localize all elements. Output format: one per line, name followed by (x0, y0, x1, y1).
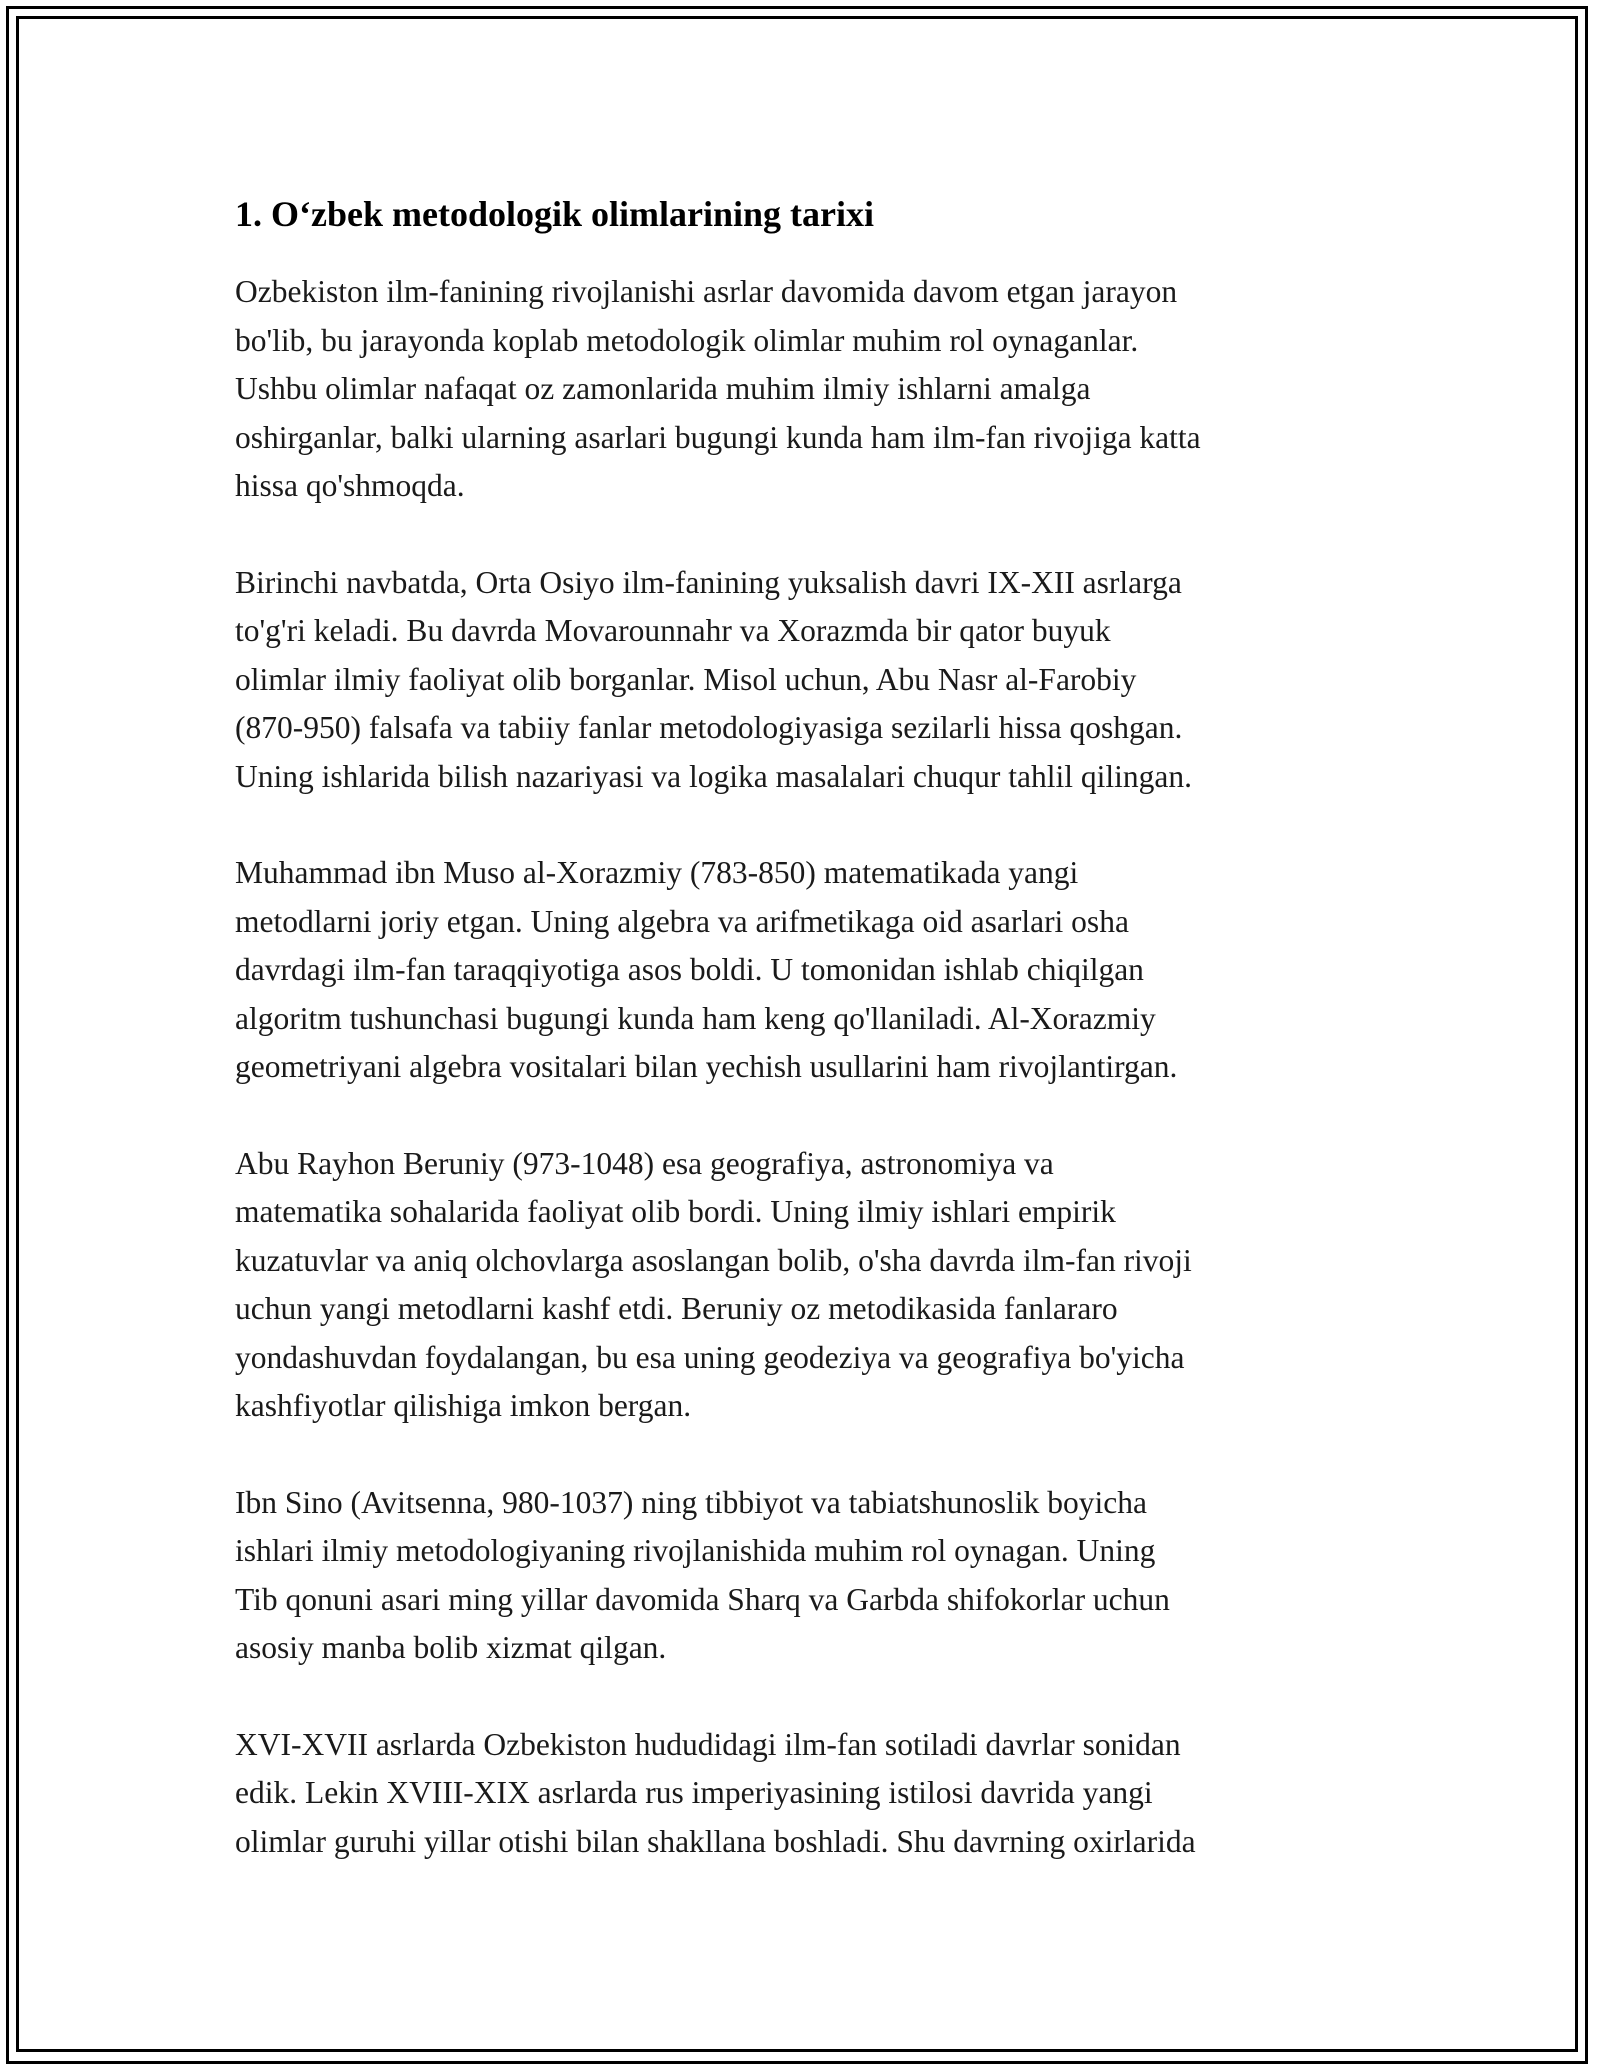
paragraph-xorazmiy: Muhammad ibn Muso al-Xorazmiy (783-850) matematikada yangi metodlarni joriy etgan. Uning algebra va arifmetikaga oid asarlari osha davrdagi ilm-fan taraqqiyotiga asos boldi. U tomonidan ishlab chiqilgan algoritm tushunchasi bugungi kunda ham keng qo'llaniladi. Al-Xorazmiy geometriyani algebra vositalari bilan yechish usullarini ham rivojlantirgan. (235, 855, 1178, 1084)
section-heading: 1. O‘zbek metodologik olimlarining tarixi (235, 194, 874, 234)
paragraph-beruniy: Abu Rayhon Beruniy (973-1048) esa geografiya, astronomiya va matematika sohalarida faoliyat olib bordi. Uning ilmiy ishlari empirik kuzatuvlar va aniq olchovlarga asoslangan bolib, o'sha davrda ilm-fan rivoji uchun yangi metodlarni kashf etdi. Beruniy oz metodikasida fanlararo yondashuvdan foydalangan, bu esa uning geodeziya va geografiya bo'yicha kashfiyotlar qilishiga imkon bergan. (235, 1145, 1192, 1423)
paragraph-intro: Ozbekiston ilm-fanining rivojlanishi asrlar davomida davom etgan jarayon bo'lib, bu jarayonda koplab metodologik olimlar muhim rol oynaganlar. Ushbu olimlar nafaqat oz zamonlarida muhim ilmiy ishlarni amalga oshirganlar, balki ularning asarlari bugungi kunda ham ilm-fan rivojiga katta hissa qo'shmoqda. (235, 274, 1201, 503)
document-body (235, 188, 1395, 1914)
paragraph-farobiy: Birinchi navbatda, Orta Osiyo ilm-fanining yuksalish davri IX-XII asrlarga to'g'ri keladi. Bu davrda Movarounnahr va Xorazmda bir qator buyuk olimlar ilmiy faoliyat olib borganlar. Misol uchun, Abu Nasr al-Farobiy (870-950) falsafa va tabiiy fanlar metodologiyasiga sezilarli hissa qoshgan. Uning ishlarida bilish nazariyasi va logika masalalari chuqur tahlil qilingan. (235, 564, 1192, 794)
paragraph-ibn-sino: Ibn Sino (Avitsenna, 980-1037) ning tibbiyot va tabiatshunoslik boyicha ishlari ilmiy metodologiyaning rivojlanishida muhim rol oynagan. Uning Tib qonuni asari ming yillar davomida Sharq va Garbda shifokorlar uchun asosiy manba bolib xizmat qilgan. (235, 1484, 1170, 1665)
paragraph-xvi-xix: XVI-XVII asrlarda Ozbekiston hududidagi ilm-fan sotiladi davrlar sonidan edik. Lekin XVIII-XIX asrlarda rus imperiyasining istilosi davrida yangi olimlar guruhi yillar otishi bilan shakllana boshladi. Shu davrning oxirlarida (235, 1726, 1196, 1859)
